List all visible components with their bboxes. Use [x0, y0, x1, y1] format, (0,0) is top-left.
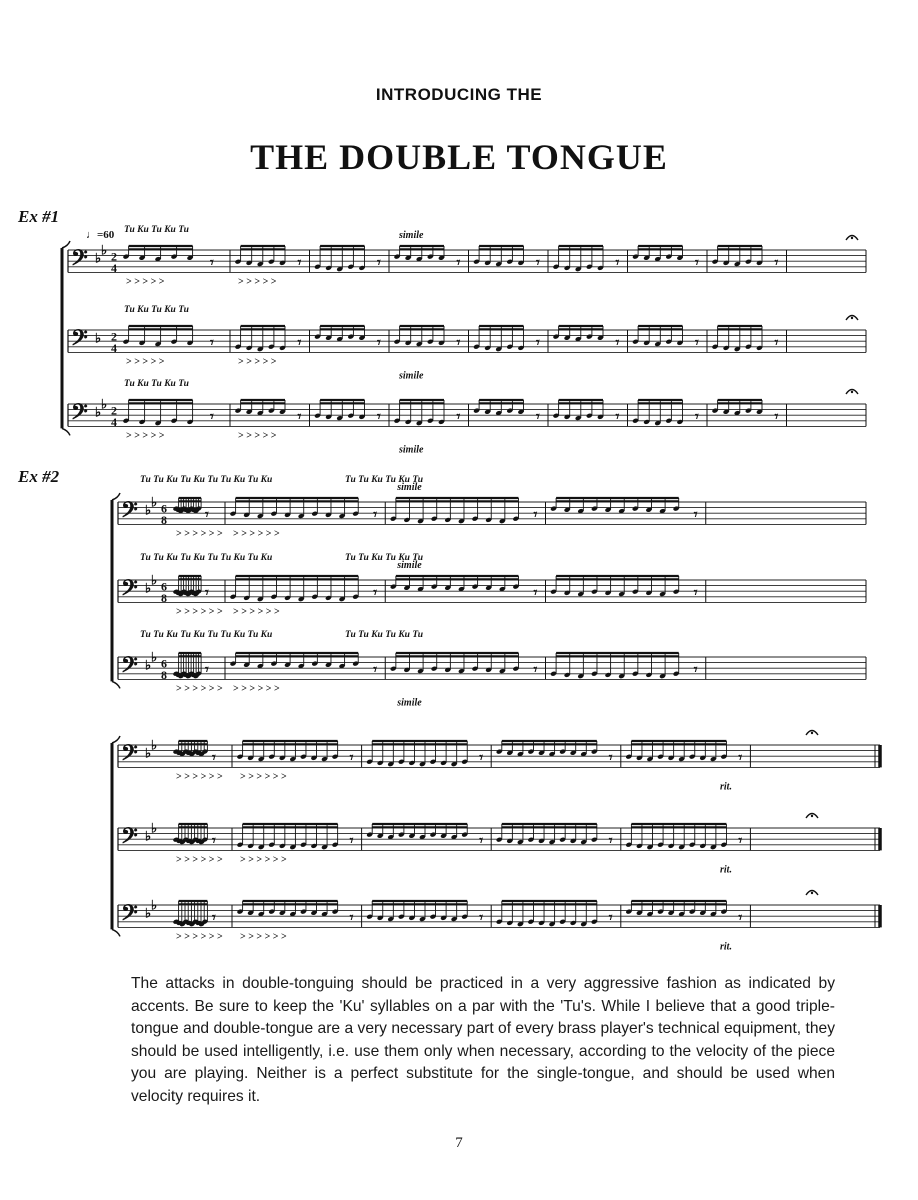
eighth-rest-icon: 𝄾 — [210, 409, 214, 425]
eighth-rest-icon: 𝄾 — [456, 409, 461, 425]
tonguing-syllables: Tu Tu Ku Tu Ku Tu — [345, 630, 424, 640]
eighth-rest-icon: 𝄾 — [738, 910, 743, 926]
eighth-rest-icon: 𝄾 — [205, 507, 209, 523]
eighth-rest-icon: 𝄾 — [608, 910, 613, 926]
note-group — [390, 498, 538, 524]
flat-icon: ♭ — [151, 572, 158, 588]
accent-marks: > > > > > > — [176, 931, 223, 943]
simile-marking: simile — [397, 697, 422, 709]
eighth-rest-icon: 𝄾 — [349, 750, 354, 766]
eighth-rest-icon: 𝄾 — [536, 255, 540, 271]
time-signature-top: 2 — [111, 403, 117, 418]
tonguing-syllables: Tu Tu Ku Tu Ku Tu Tu Ku Tu Ku — [140, 553, 273, 563]
flat-icon: ♭ — [145, 657, 152, 673]
system-3 — [112, 731, 880, 953]
note-group — [173, 901, 223, 942]
bass-clef-icon: 𝄢 — [121, 576, 138, 606]
note-group — [625, 824, 742, 850]
accent-marks: > > > > > — [238, 430, 277, 442]
flat-icon: ♭ — [151, 737, 158, 753]
eighth-rest-icon: 𝄾 — [205, 662, 209, 678]
eighth-rest-icon: 𝄾 — [533, 585, 538, 601]
accent-marks: > > > > > > — [240, 854, 287, 866]
eighth-rest-icon: 𝄾 — [608, 750, 613, 766]
eighth-rest-icon: 𝄾 — [349, 910, 354, 926]
note-group — [366, 741, 483, 767]
eighth-rest-icon: 𝄾 — [774, 335, 779, 351]
eighth-rest-icon: 𝄾 — [212, 910, 216, 926]
eighth-rest-icon: 𝄾 — [297, 335, 302, 351]
bass-clef-icon: 𝄢 — [121, 653, 138, 683]
fermata-dot — [811, 892, 813, 894]
time-signature-top: 2 — [111, 329, 117, 344]
flat-icon: ♭ — [101, 242, 108, 258]
tonguing-syllables: Tu Tu Ku Tu Ku Tu — [345, 553, 424, 563]
eighth-rest-icon: 𝄾 — [693, 507, 698, 523]
accent-marks: > > > > > > — [233, 683, 280, 695]
simile-marking: simile — [399, 370, 424, 382]
eighth-rest-icon: 𝄾 — [615, 409, 620, 425]
accent-marks: > > > > > > — [233, 606, 280, 618]
staff — [118, 731, 880, 793]
flat-icon: ♭ — [151, 649, 158, 665]
staff — [68, 379, 866, 455]
eighth-rest-icon: 𝄾 — [695, 335, 699, 351]
staff — [118, 891, 880, 953]
note-group — [496, 901, 613, 927]
bracket-bottom — [62, 428, 70, 435]
eighth-rest-icon: 𝄾 — [373, 585, 377, 601]
eighth-rest-icon: 𝄾 — [536, 335, 540, 351]
staff — [118, 475, 866, 539]
system-2 — [112, 475, 866, 708]
bracket-top — [62, 241, 70, 248]
bass-clef-icon: 𝄢 — [121, 901, 138, 931]
accent-marks: > > > > > > — [176, 771, 223, 783]
fermata-dot — [811, 815, 813, 817]
simile-marking: simile — [399, 230, 424, 241]
bracket-top — [112, 493, 120, 500]
eighth-rest-icon: 𝄾 — [695, 255, 699, 271]
staff — [68, 225, 866, 287]
instruction-paragraph: The attacks in double-tonguing should be practiced in a very aggressive fashion as indicated by accents. Be sure to keep the 'Ku' syllables on a par with the 'Tu's. While I believe that a good triple-tongue and double-tongue are a very necessary part of every brass player's technical equipment, they should be used intelligently, i.e. use them only when necessary, according to the velocity of the piece you are playing. Neither is a perfect substitute for the single-tongue, and should be used when velocity requires it. — [131, 975, 835, 1105]
fermata-dot — [851, 237, 853, 239]
example-1-label: Ex #1 — [18, 207, 60, 226]
accent-marks: > > > > > > — [240, 771, 287, 783]
time-signature-bottom: 8 — [161, 667, 167, 682]
time-signature-top: 2 — [111, 249, 117, 264]
tonguing-syllables: Tu Tu Ku Tu Ku Tu Tu Ku Tu Ku — [140, 630, 273, 640]
accent-marks: > > > > > > — [176, 683, 223, 695]
accent-marks: > > > > > > — [176, 606, 223, 618]
simile-marking: simile — [397, 482, 422, 493]
staff — [118, 630, 866, 708]
eighth-rest-icon: 𝄾 — [210, 335, 214, 351]
fermata-dot — [851, 391, 853, 393]
tonguing-syllables: Tu Ku Tu Ku Tu — [124, 225, 189, 235]
rit-marking: rit. — [720, 864, 732, 876]
fermata-dot — [851, 317, 853, 319]
time-signature-bottom: 8 — [161, 590, 167, 605]
flat-icon: ♭ — [101, 396, 108, 412]
flat-icon: ♭ — [151, 820, 158, 836]
eighth-rest-icon: 𝄾 — [693, 585, 698, 601]
eighth-rest-icon: 𝄾 — [297, 255, 302, 271]
flat-icon: ♭ — [145, 828, 152, 844]
flat-icon: ♭ — [95, 404, 102, 420]
flat-icon: ♭ — [145, 580, 152, 596]
time-signature-bottom: 8 — [161, 512, 167, 527]
bracket-top — [112, 736, 120, 743]
eighth-rest-icon: 𝄾 — [693, 662, 698, 678]
eighth-rest-icon: 𝄾 — [615, 335, 620, 351]
flat-icon: ♭ — [145, 745, 152, 761]
accent-marks: > > > > > — [126, 276, 165, 288]
accent-marks: > > > > > — [126, 356, 165, 368]
bass-clef-icon: 𝄢 — [71, 400, 88, 430]
time-signature-top: 6 — [161, 579, 167, 594]
page-number: 7 — [455, 1135, 463, 1151]
eighth-rest-icon: 𝄾 — [608, 833, 613, 849]
fermata-dot — [811, 732, 813, 734]
bass-clef-icon: 𝄢 — [121, 824, 138, 854]
bracket-bottom — [112, 929, 120, 936]
bass-clef-icon: 𝄢 — [121, 498, 138, 528]
bass-clef-icon: 𝄢 — [71, 246, 88, 276]
staff — [118, 814, 880, 876]
flat-icon: ♭ — [151, 897, 158, 913]
tempo-marking: ♩=60 — [86, 229, 115, 241]
eighth-rest-icon: 𝄾 — [533, 662, 538, 678]
flat-icon: ♭ — [151, 494, 158, 510]
eighth-rest-icon: 𝄾 — [377, 409, 381, 425]
eighth-rest-icon: 𝄾 — [456, 335, 461, 351]
eighth-rest-icon: 𝄾 — [479, 833, 483, 849]
time-signature-top: 6 — [161, 656, 167, 671]
eighth-rest-icon: 𝄾 — [210, 255, 214, 271]
eighth-rest-icon: 𝄾 — [695, 409, 699, 425]
accent-marks: > > > > > > — [176, 854, 223, 866]
accent-marks: > > > > > — [126, 430, 165, 442]
simile-marking: simile — [399, 444, 424, 456]
eighth-rest-icon: 𝄾 — [738, 750, 743, 766]
tonguing-syllables: Tu Tu Ku Tu Ku Tu Tu Ku Tu Ku — [140, 475, 273, 485]
eighth-rest-icon: 𝄾 — [774, 255, 779, 271]
eighth-rest-icon: 𝄾 — [212, 833, 216, 849]
eighth-rest-icon: 𝄾 — [533, 507, 538, 523]
accent-marks: > > > > > > — [176, 528, 223, 540]
simile-marking: simile — [397, 560, 422, 571]
eighth-rest-icon: 𝄾 — [377, 255, 381, 271]
page-title: THE DOUBLE TONGUE — [250, 137, 668, 177]
time-signature-bottom: 4 — [111, 414, 117, 429]
bass-clef-icon: 𝄢 — [71, 326, 88, 356]
eighth-rest-icon: 𝄾 — [373, 507, 377, 523]
example-2-label: Ex #2 — [18, 467, 60, 486]
eighth-rest-icon: 𝄾 — [297, 409, 302, 425]
system-1 — [62, 225, 866, 455]
eighth-rest-icon: 𝄾 — [479, 750, 483, 766]
pre-title: INTRODUCING THE — [375, 85, 543, 104]
eighth-rest-icon: 𝄾 — [536, 409, 540, 425]
time-signature-top: 6 — [161, 501, 167, 516]
eighth-rest-icon: 𝄾 — [212, 750, 216, 766]
eighth-rest-icon: 𝄾 — [377, 335, 381, 351]
eighth-rest-icon: 𝄾 — [738, 833, 743, 849]
flat-icon: ♭ — [145, 905, 152, 921]
eighth-rest-icon: 𝄾 — [373, 662, 377, 678]
tonguing-syllables: Tu Ku Tu Ku Tu — [124, 305, 189, 315]
accent-marks: > > > > > > — [240, 931, 287, 943]
note-group — [550, 653, 698, 679]
tonguing-syllables: Tu Ku Tu Ku Tu — [124, 379, 189, 389]
flat-icon: ♭ — [95, 250, 102, 266]
rit-marking: rit. — [720, 781, 732, 793]
eighth-rest-icon: 𝄾 — [615, 255, 620, 271]
staff — [118, 553, 866, 617]
accent-marks: > > > > > — [238, 276, 277, 288]
eighth-rest-icon: 𝄾 — [349, 833, 354, 849]
time-signature-bottom: 4 — [111, 260, 117, 275]
flat-icon: ♭ — [95, 330, 102, 346]
eighth-rest-icon: 𝄾 — [479, 910, 483, 926]
rit-marking: rit. — [720, 941, 732, 953]
flat-icon: ♭ — [145, 502, 152, 518]
tonguing-syllables: Tu Tu Ku Tu Ku Tu — [345, 475, 424, 485]
staff — [68, 305, 866, 381]
bracket-bottom — [112, 681, 120, 688]
eighth-rest-icon: 𝄾 — [205, 585, 209, 601]
accent-marks: > > > > > > — [233, 528, 280, 540]
time-signature-bottom: 4 — [111, 340, 117, 355]
eighth-rest-icon: 𝄾 — [774, 409, 779, 425]
accent-marks: > > > > > — [238, 356, 277, 368]
bass-clef-icon: 𝄢 — [121, 741, 138, 771]
eighth-rest-icon: 𝄾 — [456, 255, 461, 271]
